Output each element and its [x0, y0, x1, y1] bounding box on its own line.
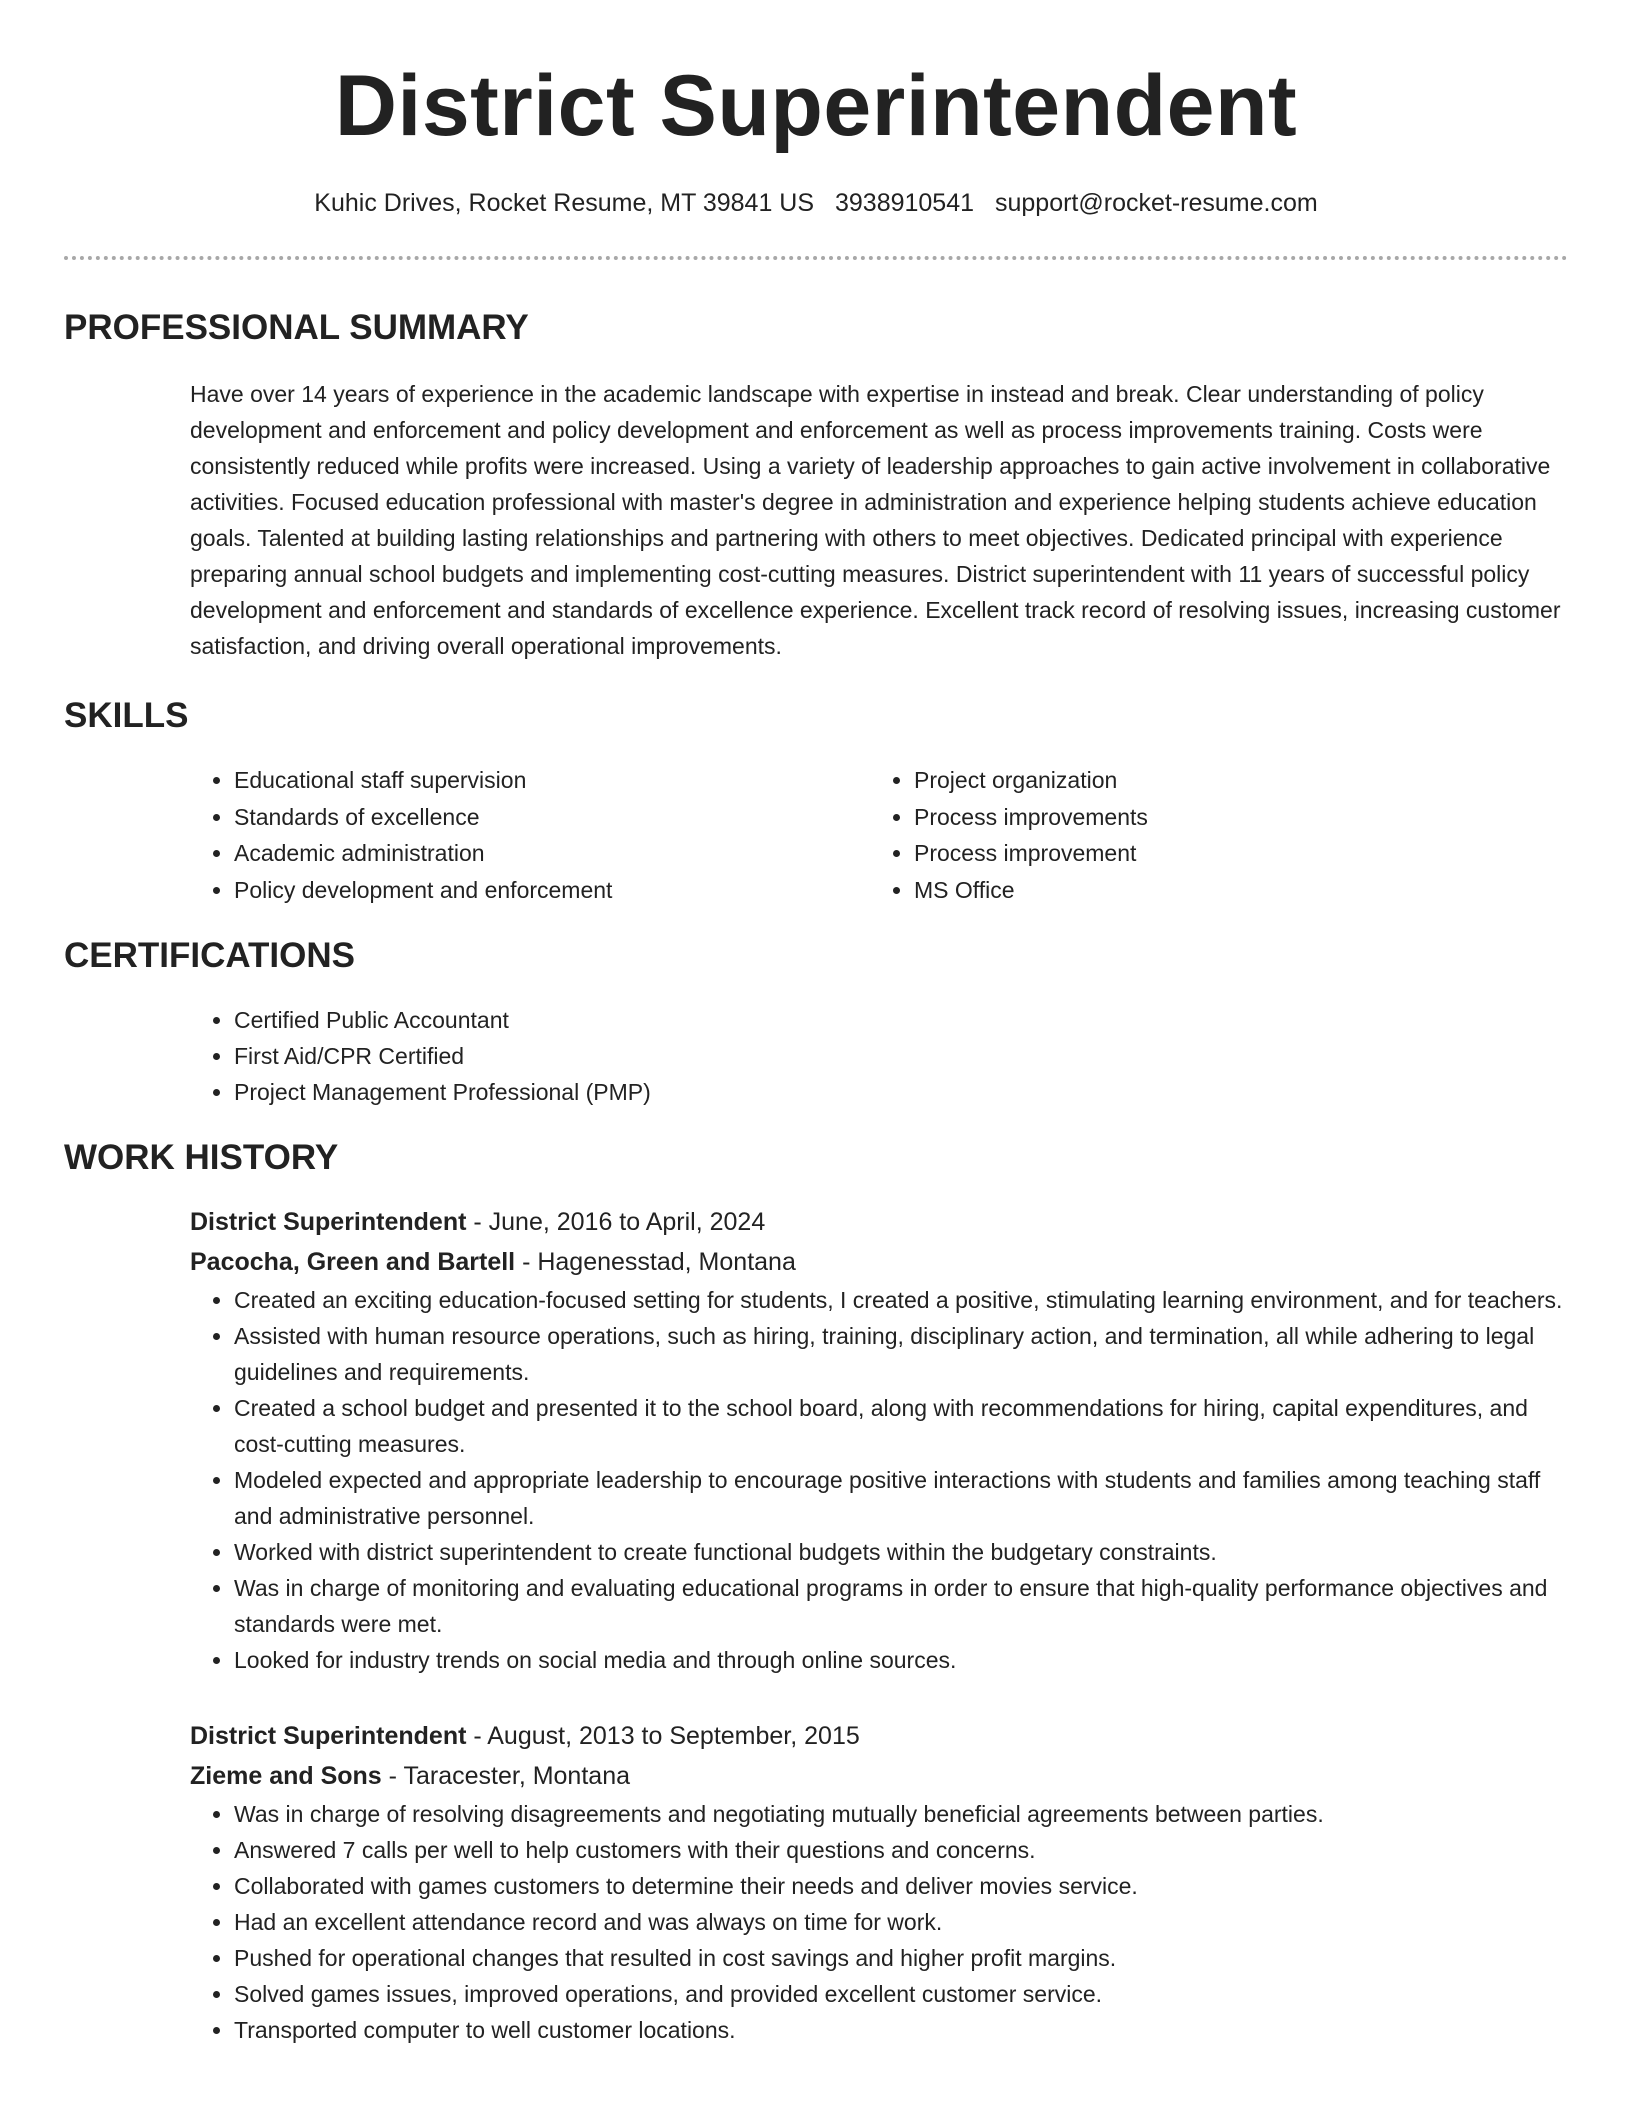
job-bullet: • Worked with district superintendent to create functional budgets within the budgetary constraints.	[234, 1534, 1568, 1570]
contact-address: Kuhic Drives, Rocket Resume, MT 39841 US	[314, 189, 815, 217]
job-company: Zieme and Sons	[190, 1762, 382, 1790]
skills-column-right	[870, 762, 1550, 908]
job-bullet: • Modeled expected and appropriate leadership to encourage positive interactions with students and families among teaching staff and administrative personnel.	[234, 1462, 1568, 1534]
job-bullet: • Solved games issues, improved operations, and provided excellent customer service.	[234, 1976, 1568, 2012]
contact-line	[64, 186, 1568, 220]
job-bullets	[190, 1282, 1568, 1678]
job-bullet: • Was in charge of resolving disagreements and negotiating mutually beneficial agreements between parties.	[234, 1796, 1568, 1832]
skills-column-left	[190, 762, 870, 908]
certifications-list	[190, 1002, 1568, 1110]
skill-item: • MS Office	[914, 872, 1550, 909]
job-company: Pacocha, Green and Bartell	[190, 1248, 516, 1276]
job-bullet: • Created an exciting education-focused setting for students, I created a positive, stimulating learning environment, and for teachers.	[234, 1282, 1568, 1318]
job-bullet: • Created a school budget and presented it to the school board, along with recommendations for hiring, capital expenditures, and cost-cutting measures.	[234, 1390, 1568, 1462]
job-title: District Superintendent	[190, 1722, 467, 1750]
job-company-line	[190, 1756, 1568, 1796]
certification-item: • Project Management Professional (PMP)	[234, 1074, 1568, 1110]
work-history-section	[64, 1136, 1568, 2048]
job-bullet: • Had an excellent attendance record and was always on time for work.	[234, 1904, 1568, 1940]
job-title-line	[190, 1716, 1568, 1756]
job-location: - Taracester, Montana	[381, 1762, 630, 1790]
skill-item: • Standards of excellence	[234, 799, 870, 836]
certification-item: • First Aid/CPR Certified	[234, 1038, 1568, 1074]
skill-item: • Project organization	[914, 762, 1550, 799]
skill-item: • Policy development and enforcement	[234, 872, 870, 909]
job-bullet: • Assisted with human resource operations, such as hiring, training, disciplinary action, and termination, all while adhering to legal guidelines and requirements.	[234, 1318, 1568, 1390]
job-location: - Hagenesstad, Montana	[515, 1248, 796, 1276]
job-company-line	[190, 1242, 1568, 1282]
resume-name: District Superintendent	[334, 58, 1298, 154]
job-bullets	[190, 1796, 1568, 2048]
certification-item: • Certified Public Accountant	[234, 1002, 1568, 1038]
job-dates: - June, 2016 to April, 2024	[466, 1208, 766, 1236]
job-entry	[190, 1202, 1568, 1678]
job-bullet: • Pushed for operational changes that resulted in cost savings and higher profit margins.	[234, 1940, 1568, 1976]
certifications-section	[64, 934, 1568, 1110]
job-bullet: • Was in charge of monitoring and evaluating educational programs in order to ensure that high-quality performance objectives and standards were met.	[234, 1570, 1568, 1642]
job-bullet: • Collaborated with games customers to determine their needs and deliver movies service.	[234, 1868, 1568, 1904]
skill-item: • Educational staff supervision	[234, 762, 870, 799]
work-history-title: WORK HISTORY	[64, 1138, 339, 1177]
contact-email: support@rocket-resume.com	[994, 189, 1318, 217]
skill-item: • Academic administration	[234, 835, 870, 872]
skill-item: • Process improvement	[914, 835, 1550, 872]
job-entry	[190, 1716, 1568, 2048]
summary-title: PROFESSIONAL SUMMARY	[64, 308, 529, 347]
certifications-title: CERTIFICATIONS	[64, 936, 356, 975]
summary-section	[64, 306, 1568, 664]
job-title: District Superintendent	[190, 1208, 467, 1236]
job-title-line	[190, 1202, 1568, 1242]
skills-section	[64, 694, 1568, 908]
resume-page	[64, 0, 1568, 2048]
job-dates: - August, 2013 to September, 2015	[466, 1722, 860, 1750]
job-bullet: • Transported computer to well customer locations.	[234, 2012, 1568, 2048]
skill-item: • Process improvements	[914, 799, 1550, 836]
header-divider	[64, 256, 1568, 260]
skills-title: SKILLS	[64, 696, 189, 735]
summary-text: Have over 14 years of experience in the academic landscape with expertise in instead and break. Clear understanding of policy development and enforcement and policy development and enforcement as well as process improvements training. Costs were consistently reduced while profits were increased. Using a variety of leadership approaches to gain active involvement in collaborative activities. Focused education professional with master's degree in administration and experience helping students achieve education goals. Talented at building lasting relationships and partnering with others to meet objectives. Dedicated principal with experience preparing annual school budgets and implementing cost-cutting measures. District superintendent with 11 years of successful policy development and enforcement and standards of excellence experience. Excellent track record of resolving issues, increasing customer satisfaction, and driving overall operational improvements.	[190, 381, 1561, 659]
contact-phone: 3938910541	[834, 189, 975, 217]
job-bullet: • Looked for industry trends on social media and through online sources.	[234, 1642, 1568, 1678]
job-bullet: • Answered 7 calls per well to help customers with their questions and concerns.	[234, 1832, 1568, 1868]
skills-grid	[190, 762, 1568, 908]
